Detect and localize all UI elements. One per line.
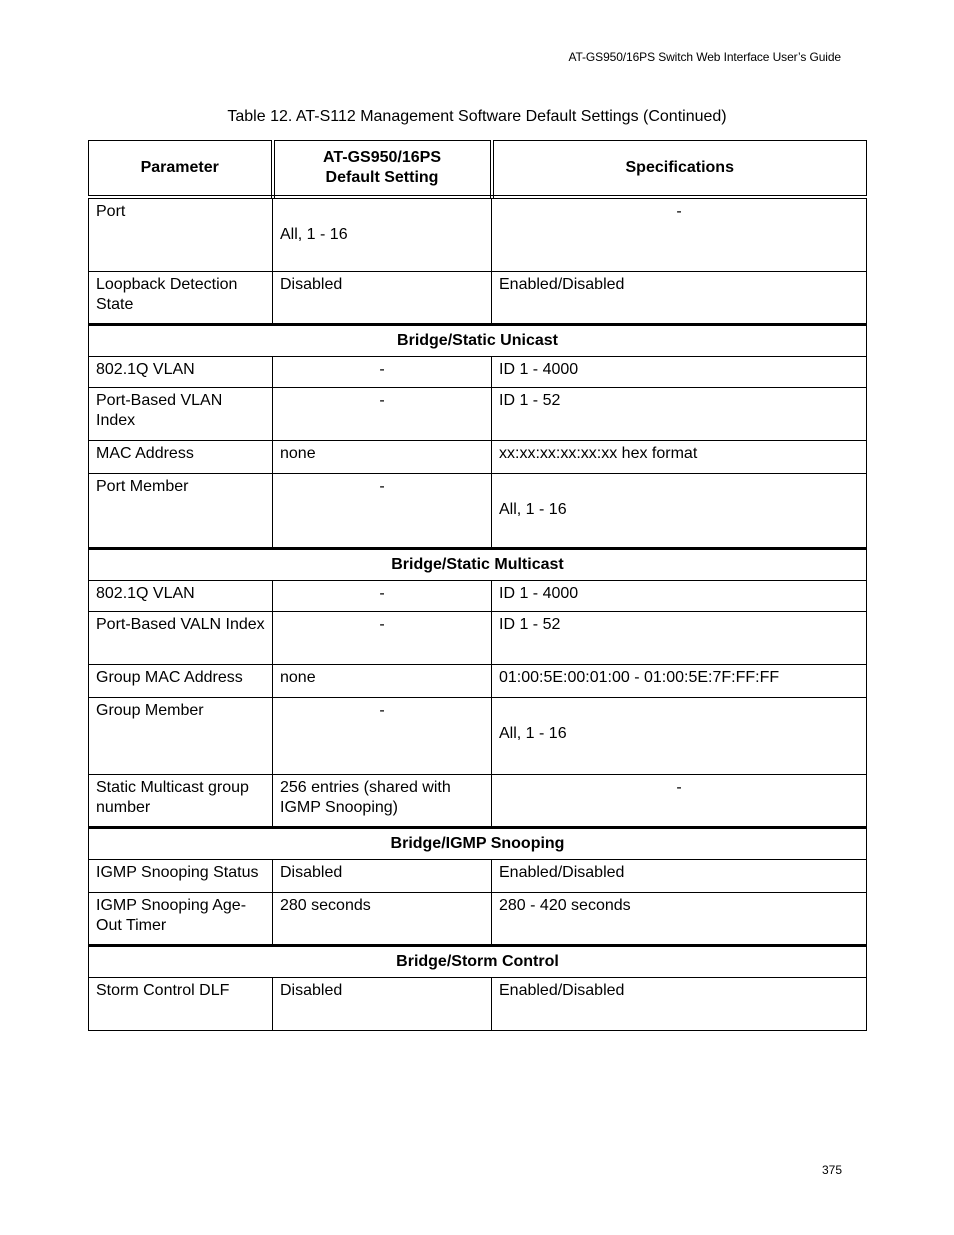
header-specifications: Specifications <box>492 141 867 198</box>
table-row <box>89 473 867 548</box>
cell-parameter: Port <box>89 197 273 271</box>
cell-parameter: Storm Control DLF <box>89 977 273 1030</box>
cell-default: - <box>273 580 492 611</box>
section-row <box>89 945 867 977</box>
cell-spec: ID 1 - 4000 <box>492 356 867 387</box>
table-row <box>89 271 867 324</box>
table-row <box>89 977 867 1030</box>
table-header-row <box>89 141 867 198</box>
cell-spec: - <box>492 197 867 271</box>
table-row <box>89 387 867 440</box>
cell-spec: 280 - 420 seconds <box>492 892 867 945</box>
table-caption: Table 12. AT-S112 Management Software Default Settings (Continued) <box>227 108 727 125</box>
cell-parameter: Port-Based VLAN Index <box>89 387 273 440</box>
cell-spec: Enabled/Disabled <box>492 977 867 1030</box>
cell-spec: xx:xx:xx:xx:xx:xx hex format <box>492 440 867 473</box>
cell-spec: ID 1 - 52 <box>492 611 867 664</box>
cell-spec: ID 1 - 4000 <box>492 580 867 611</box>
section-row <box>89 827 867 859</box>
cell-default: Disabled <box>273 859 492 892</box>
page-number: 375 <box>821 1163 842 1177</box>
section-title: Bridge/Static Multicast <box>89 548 867 580</box>
cell-parameter: Port Member <box>89 473 273 548</box>
table-row <box>89 440 867 473</box>
table-row <box>89 580 867 611</box>
cell-parameter: 802.1Q VLAN <box>89 356 273 387</box>
table-row <box>89 892 867 945</box>
cell-spec: ID 1 - 52 <box>492 387 867 440</box>
cell-spec: Enabled/Disabled <box>492 859 867 892</box>
cell-parameter: IGMP Snooping Age-Out Timer <box>89 892 273 945</box>
table-row <box>89 356 867 387</box>
cell-parameter: 802.1Q VLAN <box>89 580 273 611</box>
section-row <box>89 324 867 356</box>
cell-parameter: Static Multicast group number <box>89 774 273 827</box>
cell-parameter: Port-Based VALN Index <box>89 611 273 664</box>
section-row <box>89 548 867 580</box>
cell-spec: All, 1 - 16 <box>492 473 867 548</box>
cell-parameter: Loopback Detection State <box>89 271 273 324</box>
header-default: Default Setting <box>325 169 439 186</box>
header-model: AT-GS950/16PS <box>323 149 441 166</box>
table-row <box>89 697 867 774</box>
cell-default: - <box>273 697 492 774</box>
cell-parameter: Group MAC Address <box>89 664 273 697</box>
table-row <box>89 774 867 827</box>
cell-default: none <box>273 440 492 473</box>
section-title: Bridge/Static Unicast <box>89 324 867 356</box>
table-row <box>89 611 867 664</box>
cell-parameter: MAC Address <box>89 440 273 473</box>
default-settings-table <box>88 140 867 1031</box>
cell-default: - <box>273 473 492 548</box>
cell-parameter: IGMP Snooping Status <box>89 859 273 892</box>
cell-default: - <box>273 356 492 387</box>
cell-default: none <box>273 664 492 697</box>
cell-default: Disabled <box>273 977 492 1030</box>
cell-spec: 01:00:5E:00:01:00 - 01:00:5E:7F:FF:FF <box>492 664 867 697</box>
cell-default: All, 1 - 16 <box>273 197 492 271</box>
header-default-setting <box>273 141 492 198</box>
section-title: Bridge/IGMP Snooping <box>89 827 867 859</box>
header-parameter: Parameter <box>89 141 273 198</box>
cell-spec: - <box>492 774 867 827</box>
cell-default: Disabled <box>273 271 492 324</box>
cell-default: 280 seconds <box>273 892 492 945</box>
cell-spec: Enabled/Disabled <box>492 271 867 324</box>
cell-default: 256 entries (shared with IGMP Snooping) <box>273 774 492 827</box>
cell-default: - <box>273 387 492 440</box>
running-header: AT-GS950/16PS Switch Web Interface User’s Guide <box>568 50 841 64</box>
table-row <box>89 664 867 697</box>
section-title: Bridge/Storm Control <box>89 945 867 977</box>
cell-default: - <box>273 611 492 664</box>
cell-spec: All, 1 - 16 <box>492 697 867 774</box>
table-row <box>89 197 867 271</box>
table-row <box>89 859 867 892</box>
cell-parameter: Group Member <box>89 697 273 774</box>
